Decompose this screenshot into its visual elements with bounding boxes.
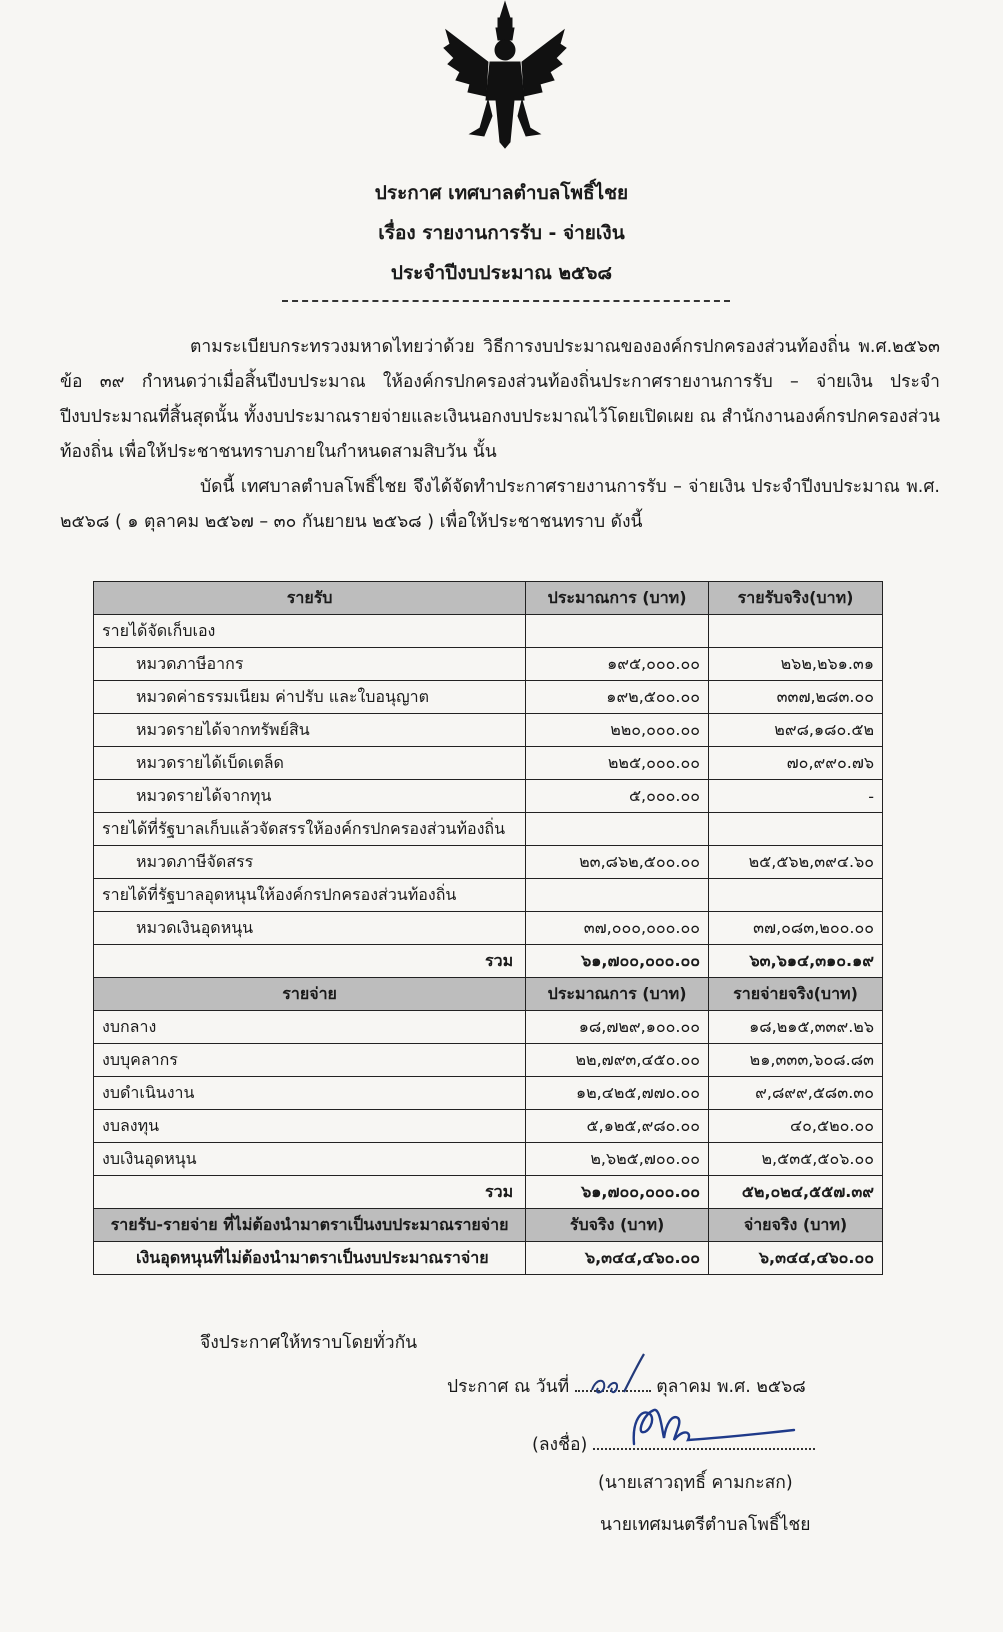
offbudget-paid: ๖,๓๔๔,๔๖๐.๐๐ [709,1242,883,1275]
body-paragraph-2: บัดนี้ เทศบาลตำบลโพธิ์ไชย จึงได้จัดทำประกาศรายงานการรับ – จ่ายเงิน ประจำปีงบประมาณ พ.ศ. ๒๕๖๘ ( ๑ ตุลาคม ๒๕๖๗ – ๓๐ กันยายน ๒๕๖๘ ) เพื่อให้ประชาชนทราบ ดังนี้ [60,477,940,532]
row-budget: ๒๓,๘๖๒,๕๐๐.๐๐ [526,846,709,879]
expense-total-budget: ๖๑,๗๐๐,๐๐๐.๐๐ [526,1176,709,1209]
table-row [94,912,883,945]
row-budget: ๒๒๕,๐๐๐.๐๐ [526,747,709,780]
row-budget: ๕,๐๐๐.๐๐ [526,780,709,813]
offbudget-header-row [94,1209,883,1242]
offbudget-header-paid: จ่ายจริง (บาท) [709,1209,883,1242]
row-actual: ๒,๕๓๕,๕๐๖.๐๐ [709,1143,883,1176]
row-budget [526,813,709,846]
table-row [94,747,883,780]
offbudget-row [94,1242,883,1275]
offbudget-received: ๖,๓๔๔,๔๖๐.๐๐ [526,1242,709,1275]
table-row [94,846,883,879]
row-label: หมวดภาษีจัดสรร [94,846,526,879]
row-actual: ๓๗,๐๘๓,๒๐๐.๐๐ [709,912,883,945]
row-budget: ๒๒๐,๐๐๐.๐๐ [526,714,709,747]
row-actual: - [709,780,883,813]
table-row [94,1143,883,1176]
offbudget-header-received: รับจริง (บาท) [526,1209,709,1242]
garuda-emblem-icon [440,0,570,150]
row-budget: ๒,๖๒๕,๗๐๐.๐๐ [526,1143,709,1176]
table-row [94,780,883,813]
row-actual: ๗๐,๙๙๐.๗๖ [709,747,883,780]
table-row [94,648,883,681]
dashed-divider [282,300,730,302]
row-label: งบเงินอุดหนุน [94,1143,526,1176]
row-budget: ๑๙๕,๐๐๐.๐๐ [526,648,709,681]
income-header-actual: รายรับจริง(บาท) [709,582,883,615]
table-row [94,615,883,648]
expense-total-actual: ๕๒,๐๒๔,๕๕๗.๓๙ [709,1176,883,1209]
sign-prefix: (ลงชื่อ) [532,1435,588,1455]
row-budget: ๑๘,๗๒๙,๑๐๐.๐๐ [526,1011,709,1044]
row-label: รายได้ที่รัฐบาลอุดหนุนให้องค์กรปกครองส่วนท้องถิ่น [94,879,526,912]
income-total-budget: ๖๑,๗๐๐,๐๐๐.๐๐ [526,945,709,978]
table-row [94,681,883,714]
income-header-label: รายรับ [94,582,526,615]
table-row [94,714,883,747]
announcement-subject: เรื่อง รายงานการรับ - จ่ายเงิน [378,222,625,244]
income-total-actual: ๖๓,๖๑๔,๓๑๐.๑๙ [709,945,883,978]
row-budget: ๑๙๒,๕๐๐.๐๐ [526,681,709,714]
closing-statement: จึงประกาศให้ทราบโดยทั่วกัน [200,1333,418,1353]
expense-header-budget: ประมาณการ (บาท) [526,978,709,1011]
table-row [94,879,883,912]
announcement-title: ประกาศ เทศบาลตำบลโพธิ์ไชย [374,182,629,204]
row-label: งบลงทุน [94,1110,526,1143]
row-actual: ๓๓๗,๒๘๓.๐๐ [709,681,883,714]
row-label: งบบุคลากร [94,1044,526,1077]
row-label: หมวดค่าธรรมเนียม ค่าปรับ และใบอนุญาต [94,681,526,714]
table-row [94,813,883,846]
row-actual [709,615,883,648]
expense-total-row [94,1176,883,1209]
income-header-row [94,582,883,615]
offbudget-header-label: รายรับ-รายจ่าย ที่ไม่ต้องนำมาตราเป็นงบประมาณรายจ่าย [94,1209,526,1242]
row-actual: ๑๘,๒๑๕,๓๓๙.๒๖ [709,1011,883,1044]
table-row [94,1077,883,1110]
row-label: หมวดรายได้จากทรัพย์สิน [94,714,526,747]
row-label: รายได้ที่รัฐบาลเก็บแล้วจัดสรรให้องค์กรปกครองส่วนท้องถิ่น [94,813,526,846]
row-actual: ๒๕,๕๖๒,๓๙๔.๖๐ [709,846,883,879]
signer-title: นายเทศมนตรีตำบลโพธิ์ไชย [600,1515,811,1535]
income-total-label: รวม [94,945,526,978]
row-actual: ๒๖๒,๒๖๑.๓๑ [709,648,883,681]
income-total-row [94,945,883,978]
date-rest: ตุลาคม พ.ศ. ๒๕๖๘ [656,1377,806,1397]
expense-header-row [94,978,883,1011]
income-header-budget: ประมาณการ (บาท) [526,582,709,615]
row-label: หมวดรายได้เบ็ดเตล็ด [94,747,526,780]
row-label: หมวดเงินอุดหนุน [94,912,526,945]
income-expense-table [93,581,883,1275]
row-actual: ๒๙๘,๑๘๐.๕๒ [709,714,883,747]
row-budget: ๕,๑๒๕,๙๘๐.๐๐ [526,1110,709,1143]
body-paragraph-1: ตามระเบียบกระทรวงมหาดไทยว่าด้วย วิธีการงบประมาณขององค์กรปกครองส่วนท้องถิ่น พ.ศ.๒๕๖๓ ข้อ ๓๙ กำหนดว่าเมื่อสิ้นปีงบประมาณ ให้องค์กรปกครองส่วนท้องถิ่นประกาศรายงานการรับ – จ่ายเงิน ประจำปีงบประมาณที่สิ้นสุดนั้น ทั้งงบประมาณรายจ่ายและเงินนอกงบประมาณไว้โดยเปิดเผย ณ สำนักงานองค์กรปกครองส่วนท้องถิ่น เพื่อให้ประชาชนทราบภายในกำหนดสามสิบวัน นั้น [60,337,940,462]
fiscal-year-line: ประจำปีงบประมาณ ๒๕๖๘ [390,262,613,284]
row-actual: ๔๐,๕๒๐.๐๐ [709,1110,883,1143]
row-budget [526,879,709,912]
row-actual [709,879,883,912]
row-label: หมวดรายได้จากทุน [94,780,526,813]
row-label: งบดำเนินงาน [94,1077,526,1110]
row-budget [526,615,709,648]
row-actual: ๒๑,๓๓๓,๖๐๘.๘๓ [709,1044,883,1077]
handwritten-signature-icon [628,1400,798,1462]
row-budget: ๓๗,๐๐๐,๐๐๐.๐๐ [526,912,709,945]
table-row [94,1044,883,1077]
expense-total-label: รวม [94,1176,526,1209]
date-prefix: ประกาศ ณ วันที่ [447,1377,570,1397]
row-budget: ๒๒,๗๙๓,๔๕๐.๐๐ [526,1044,709,1077]
row-actual [709,813,883,846]
row-budget: ๑๒,๔๒๕,๗๗๐.๐๐ [526,1077,709,1110]
expense-header-label: รายจ่าย [94,978,526,1011]
handwritten-day-icon [584,1352,654,1402]
table-row [94,1011,883,1044]
signer-name: (นายเสาวฤทธิ์ คามกะสก) [598,1473,793,1493]
row-label: งบกลาง [94,1011,526,1044]
table-row [94,1110,883,1143]
offbudget-label: เงินอุดหนุนที่ไม่ต้องนำมาตราเป็นงบประมาณราจ่าย [94,1242,526,1275]
row-actual: ๙,๘๙๙,๕๘๓.๓๐ [709,1077,883,1110]
row-label: หมวดภาษีอากร [94,648,526,681]
expense-header-actual: รายจ่ายจริง(บาท) [709,978,883,1011]
row-label: รายได้จัดเก็บเอง [94,615,526,648]
